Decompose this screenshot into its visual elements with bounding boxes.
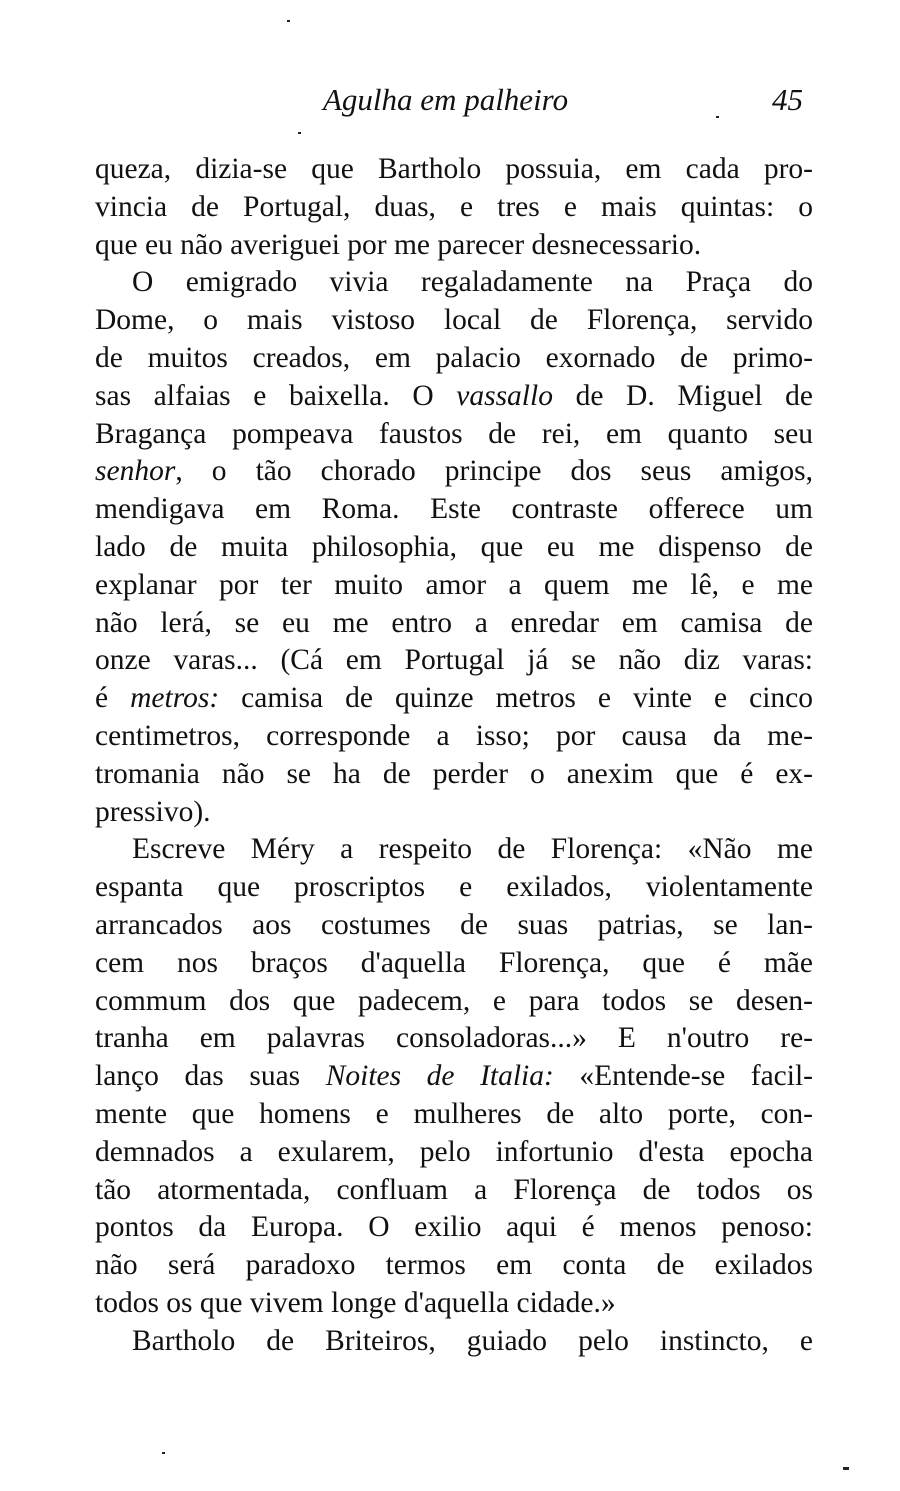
text-line: de muitos creados, em palacio exornado de primo- [95,341,813,374]
text-line: vincia de Portugal, duas, e tres e mais quintas: o [95,190,813,223]
text-line: arrancados aos costumes de suas patrias, se lan- [95,908,813,941]
text-line: tão atormentada, confluam a Florença de todos os [95,1173,813,1206]
text-line: tranha em palavras consoladoras...» E n'outro re- [95,1022,813,1055]
text-segment: , o tão chorado principe dos seus amigos, [175,455,813,488]
text-line: Dome, o mais vistoso local de Florença, servido [95,304,813,337]
italic-title: Noites de Italia: [325,1060,554,1093]
text-segment: é [95,682,131,715]
italic-word: metros: [130,682,220,715]
text-segment: «Entende-se facil- [553,1060,813,1093]
text-line: mendigava em Roma. Este contraste offerece um [95,493,813,526]
paragraph-start-line: Bartholo de Briteiros, guiado pelo instincto, e [132,1324,813,1357]
text-line: demnados a exularem, pelo infortunio d'esta epocha [95,1135,813,1168]
text-line: explanar por ter muito amor a quem me lê, e me [95,568,813,601]
print-speck [287,20,290,22]
text-segment: sas alfaias e baixella. O [95,379,457,412]
print-speck [298,132,301,134]
italic-word: senhor [95,455,176,488]
paragraph-start-line: Escreve Méry a respeito de Florença: «Não me [132,833,813,866]
text-line [95,453,813,491]
page-header [0,82,900,122]
text-segment: lanço das suas [95,1060,326,1093]
text-line: centimetros, corresponde a isso; por causa da me- [95,719,813,752]
print-speck [716,116,719,118]
italic-word: vassallo [456,379,553,412]
print-speck [843,1467,849,1470]
text-line: que eu não averiguei por me parecer desnecessario. [95,228,702,261]
text-line: cem nos braços d'aquella Florença, que é mãe [95,946,813,979]
print-speck [162,1452,165,1454]
text-line: não lerá, se eu me entro a enredar em camisa de [95,606,813,639]
text-segment: camisa de quinze metros e vinte e cinco [219,682,813,715]
text-line: onze varas... (Cá em Portugal já se não diz varas: [95,644,813,677]
running-head: Agulha em palheiro [323,82,569,117]
text-line: pressivo). [95,795,211,828]
text-line: commum dos que padecem, e para todos se desen- [95,984,813,1017]
text-line: Bragança pompeava faustos de rei, em quanto seu [95,417,813,450]
text-line: não será paradoxo termos em conta de exilados [95,1249,813,1282]
text-segment: de D. Miguel de [552,379,813,412]
text-line: todos os que vivem longe d'aquella cidade.» [95,1286,616,1319]
paragraph-start-line: O emigrado vivia regaladamente na Praça do [132,266,813,299]
text-line [95,1058,813,1096]
text-line: espanta que proscriptos e exilados, violentamente [95,871,813,904]
text-line: queza, dizia-se que Bartholo possuia, em cada pro- [95,153,813,185]
text-line: tromania não se ha de perder o anexim que é ex- [95,757,813,790]
text-line [95,378,813,416]
text-line [95,680,813,718]
text-line: pontos da Europa. O exilio aqui é menos penoso: [95,1211,813,1244]
text-line: mente que homens e mulheres de alto porte, con- [95,1097,813,1130]
text-line: lado de muita philosophia, que eu me dispenso de [95,530,813,563]
page-number: 45 [772,82,803,117]
body-text [95,151,813,1361]
